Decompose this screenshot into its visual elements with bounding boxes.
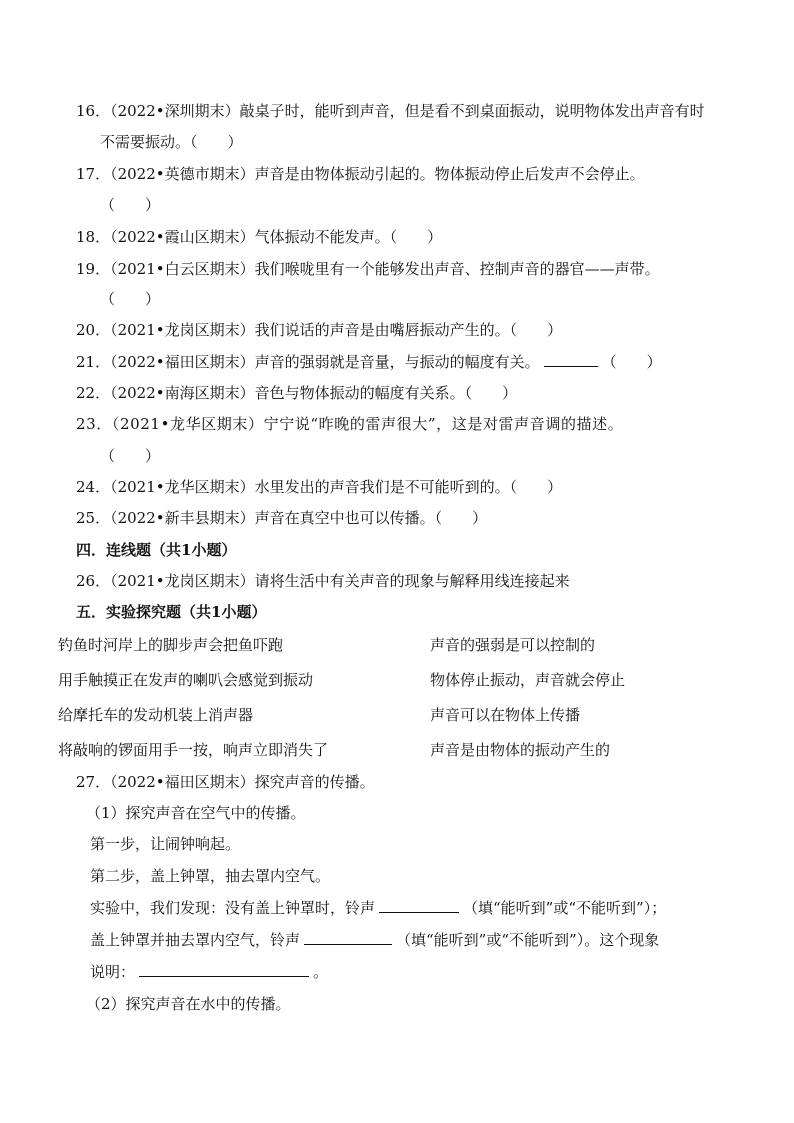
- matching-left-item[interactable]: 将敲响的锣面用手一按，响声立即消失了: [58, 741, 329, 759]
- question-16: [76, 100, 705, 122]
- answer-blank[interactable]: [379, 898, 459, 913]
- question-27-finding-line: [90, 897, 666, 919]
- question-17-continuation: （ ）: [100, 196, 161, 214]
- answer-blank[interactable]: [139, 962, 309, 977]
- question-25: [76, 507, 487, 529]
- question-text: （2021•龙华区期末）水里发出的声音我们是不可能听到的。（ ）: [110, 478, 563, 496]
- question-number: 17．: [76, 165, 111, 183]
- question-number: 19．: [76, 260, 111, 278]
- question-number: 20．: [76, 321, 111, 339]
- matching-right-item[interactable]: 声音可以在物体上传播: [430, 706, 581, 724]
- question-27-step2: 第二步，盖上钟罩，抽去罩内空气。: [90, 867, 331, 885]
- question-number: 16．: [76, 102, 111, 120]
- question-text: （2021•白云区期末）我们喉咙里有一个能够发出声音、控制声音的器官——声带。: [110, 260, 660, 278]
- question-23-continuation: （ ）: [100, 447, 161, 465]
- question-text: （2022•英德市期末）声音是由物体振动引起的。物体振动停止后发声不会停止。: [110, 165, 645, 183]
- question-16-continuation: 不需要振动。（ ）: [100, 133, 243, 151]
- question-text: （2022•南海区期末）音色与物体振动的幅度有关系。（ ）: [110, 384, 518, 402]
- question-19-continuation: （ ）: [100, 290, 161, 308]
- question-27-part1: （1）探究声音在空气中的传播。: [86, 804, 306, 822]
- question-19: [76, 258, 660, 280]
- question-27: 27．（2022•福田区期末）探究声音的传播。: [76, 773, 375, 791]
- question-number: 25．: [76, 509, 111, 527]
- question-text: （2021•龙岗区期末）我们说话的声音是由嘴唇振动产生的。（ ）: [110, 321, 563, 339]
- answer-blank[interactable]: [544, 352, 598, 367]
- question-22: [76, 382, 517, 404]
- conclusion-end: 。: [313, 963, 329, 981]
- matching-right-item[interactable]: 声音的强弱是可以控制的: [430, 636, 596, 654]
- finding-hint: （填“能听到”或“不能听到”）；: [463, 899, 667, 917]
- question-27-step1: 第一步，让闹钟响起。: [90, 835, 241, 853]
- conclusion-label: 说明：: [90, 963, 136, 981]
- matching-left-item[interactable]: 用手触摸正在发声的喇叭会感觉到振动: [58, 671, 314, 689]
- matching-left-item[interactable]: 给摩托车的发动机装上消声器: [58, 706, 254, 724]
- section-title-matching: 四．连线题（共1小题）: [76, 541, 237, 559]
- question-number: 24．: [76, 478, 111, 496]
- question-27-finding-line: [90, 929, 659, 951]
- finding-text: 盖上钟罩并抽去罩内空气，铃声: [90, 931, 301, 949]
- question-21: [76, 351, 662, 373]
- question-20: [76, 319, 562, 341]
- matching-left-item[interactable]: 钓鱼时河岸上的脚步声会把鱼吓跑: [58, 636, 284, 654]
- question-text: （2021•龙华区期末）宁宁说“昨晚的雷声很大”，这是对雷声音调的描述。: [111, 415, 624, 433]
- question-text: （2022•深圳期末）敲桌子时，能听到声音，但是看不到桌面振动，说明物体发出声音有时: [110, 102, 705, 120]
- question-number: 18．: [76, 228, 111, 246]
- question-26: 26．（2021•龙岗区期末）请将生活中有关声音的现象与解释用线连接起来: [76, 572, 570, 590]
- question-number: 22．: [76, 384, 111, 402]
- question-number: 23．: [76, 415, 112, 433]
- answer-bracket: （ ）: [601, 353, 662, 371]
- question-24: [76, 476, 562, 498]
- question-text: （2022•新丰县期末）声音在真空中也可以传播。（ ）: [110, 509, 488, 527]
- finding-text: 实验中，我们发现：没有盖上钟罩时，铃声: [90, 899, 376, 917]
- finding-hint: （填“能听到”或“不能听到”）。这个现象: [396, 931, 660, 949]
- question-27-conclusion-line: [90, 961, 328, 983]
- question-17: [76, 163, 645, 185]
- question-23: [76, 413, 623, 435]
- question-18: [76, 226, 442, 248]
- answer-blank[interactable]: [304, 930, 392, 945]
- section-title-experiment: 五．实验探究题（共1小题）: [76, 603, 267, 621]
- question-number: 21．: [76, 353, 111, 371]
- question-27-part2: （2）探究声音在水中的传播。: [86, 995, 291, 1013]
- question-text: （2022•福田区期末）声音的强弱就是音量，与振动的幅度有关。: [110, 353, 540, 371]
- matching-right-item[interactable]: 物体停止振动，声音就会停止: [430, 671, 626, 689]
- question-text: （2022•霞山区期末）气体振动不能发声。（ ）: [110, 228, 443, 246]
- matching-right-item[interactable]: 声音是由物体的振动产生的: [430, 741, 611, 759]
